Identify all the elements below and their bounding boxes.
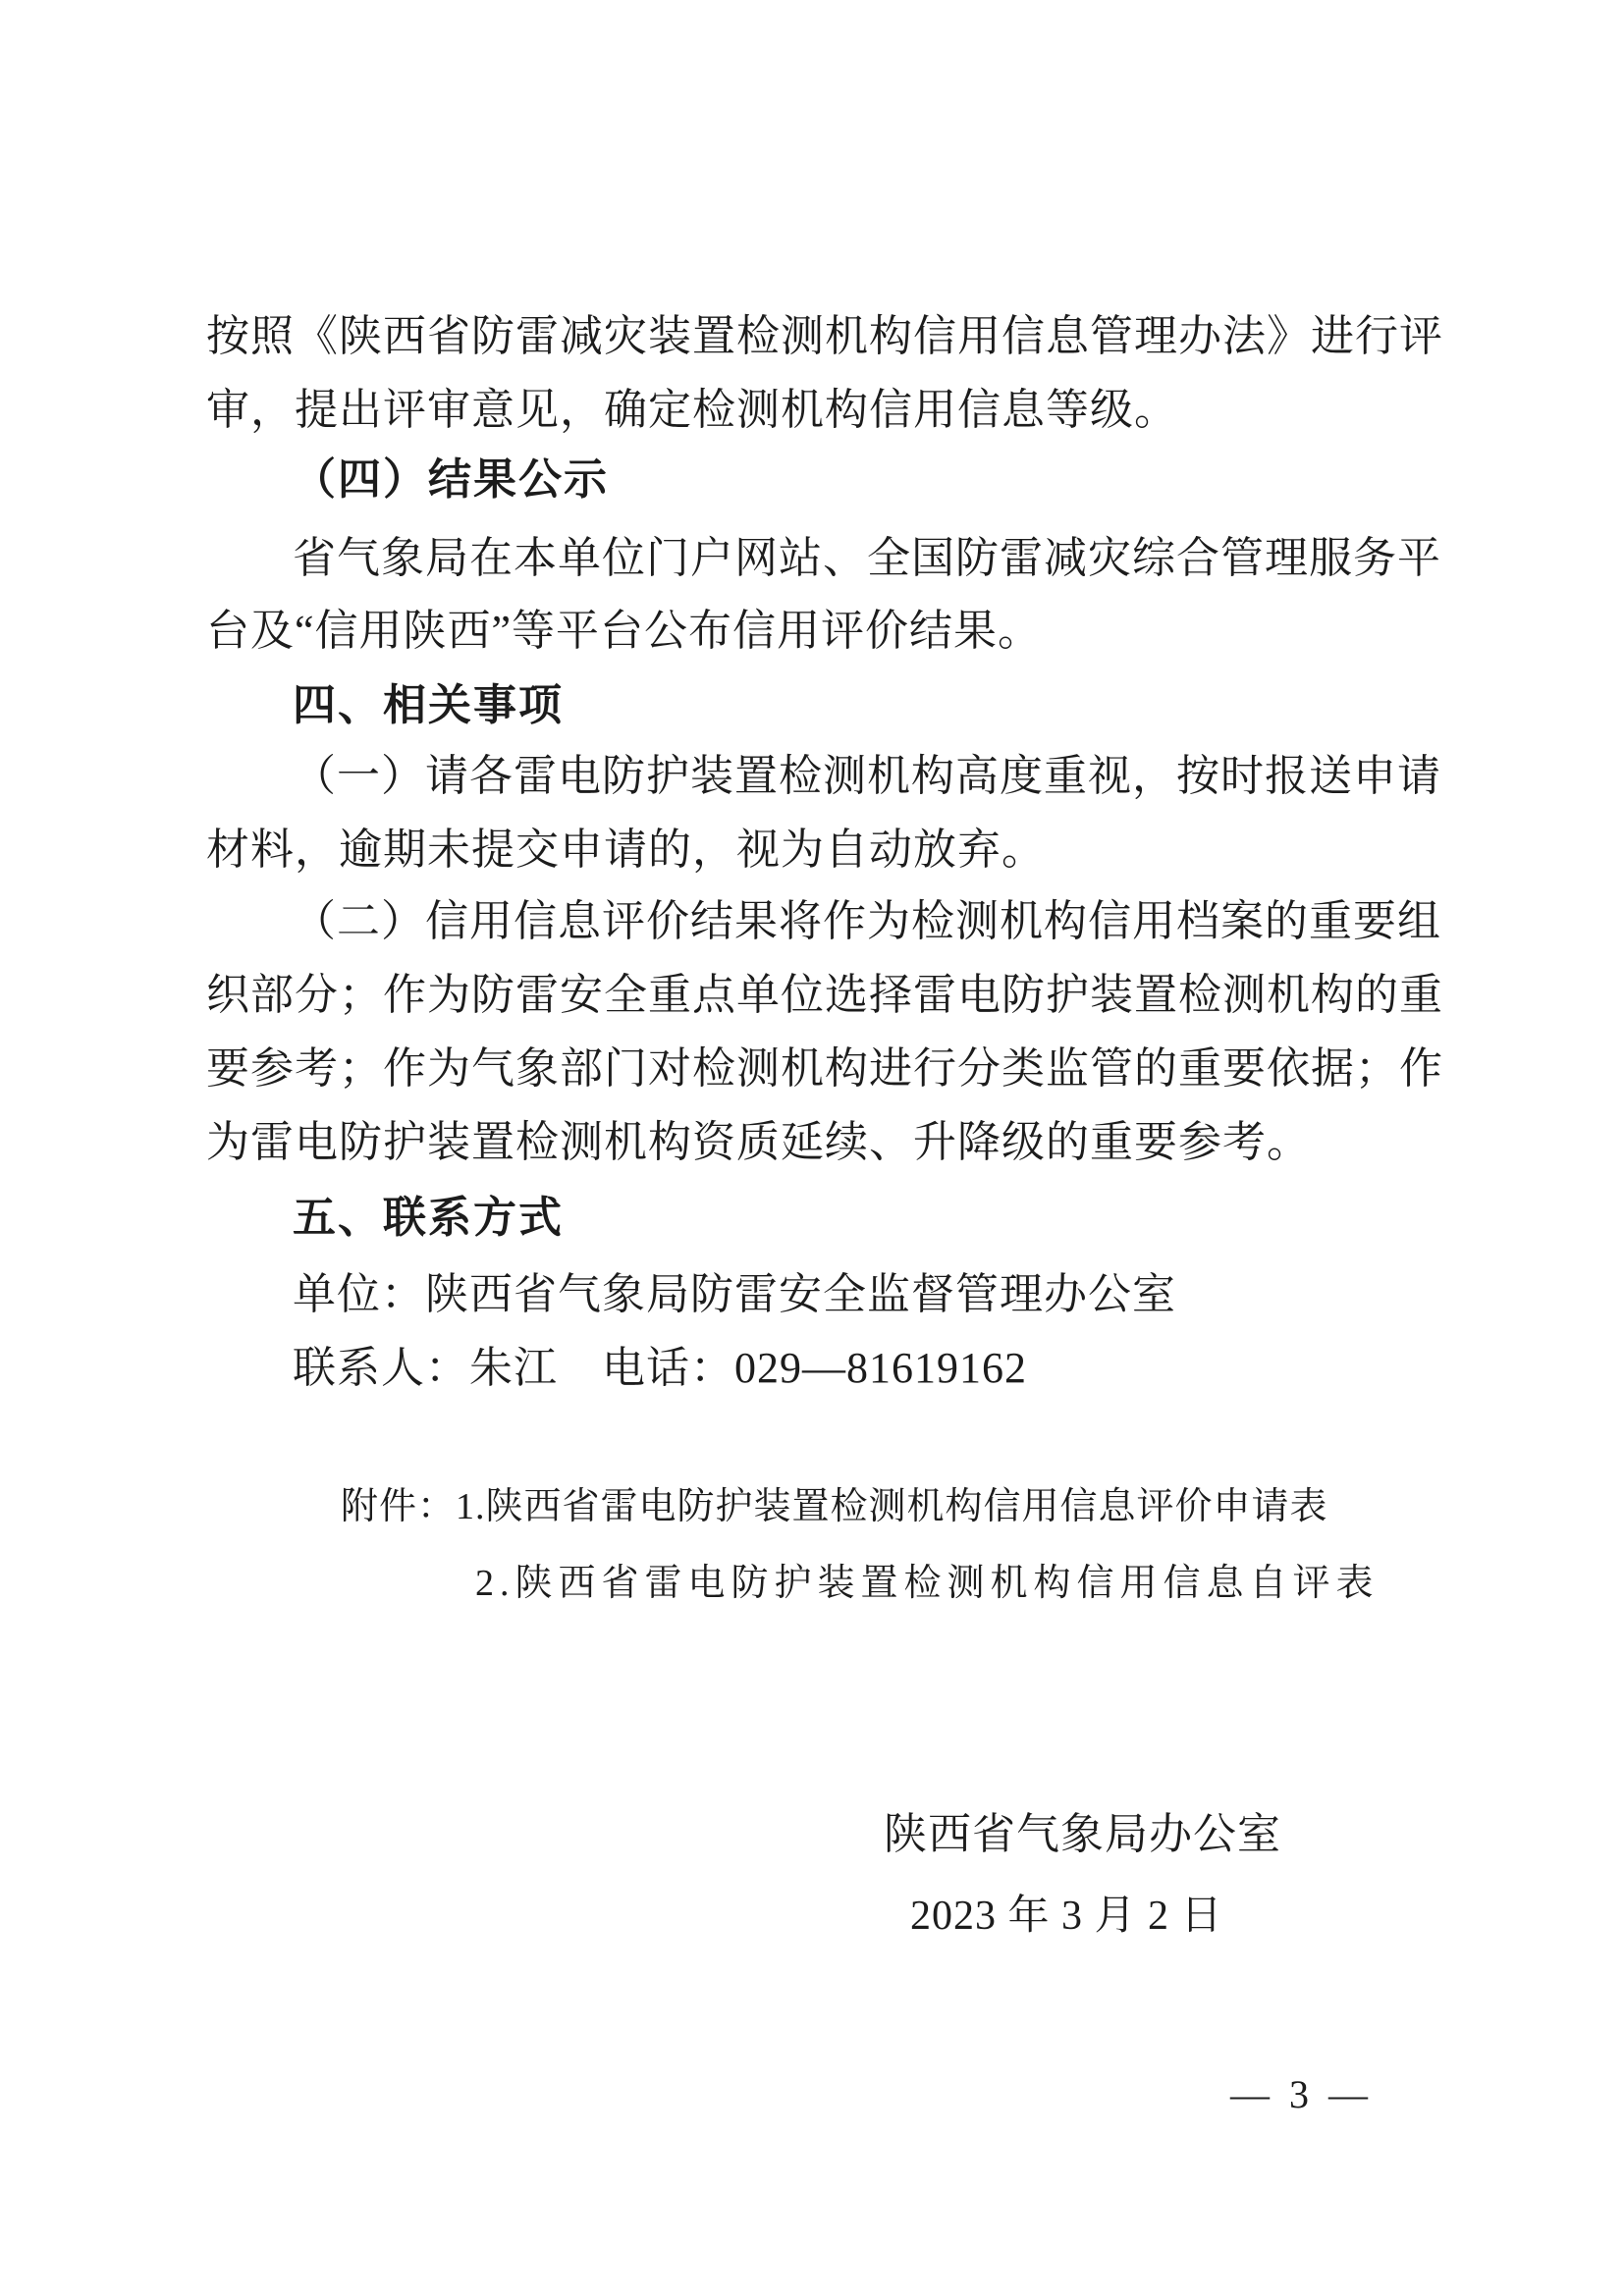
contact-unit-line: 单位：陕西省气象局防雷安全监督管理办公室 — [293, 1270, 1176, 1318]
attachment-line-2: 2.陕西省雷电防护装置检测机构信用信息自评表 — [475, 1563, 1380, 1604]
paragraph-item2-line-4: 为雷电防护装置检测机构资质延续、升降级的重要参考。 — [206, 1118, 1311, 1166]
paragraph-result-line-1: 省气象局在本单位门户网站、全国防雷减灾综合管理服务平 — [293, 534, 1441, 582]
page-number: — 3 — — [1230, 2072, 1373, 2116]
heading-contact-info: 五、联系方式 — [293, 1194, 564, 1242]
contact-person-line: 联系人：朱江 电话：029—81619162 — [293, 1344, 1027, 1392]
body-line-carryover-1: 按照《陕西省防雷减灾装置检测机构信用信息管理办法》进行评 — [206, 312, 1443, 360]
paragraph-item2-line-2: 织部分；作为防雷安全重点单位选择雷电防护装置检测机构的重 — [206, 971, 1443, 1019]
signature-organization: 陕西省气象局办公室 — [884, 1810, 1281, 1858]
paragraph-item1-line-2: 材料，逾期未提交申请的，视为自动放弃。 — [206, 826, 1046, 874]
paragraph-item1-line-1: （一）请各雷电防护装置检测机构高度重视，按时报送申请 — [293, 752, 1441, 800]
signature-date: 2023 年 3 月 2 日 — [910, 1894, 1223, 1939]
attachment-line-1: 附件：1.陕西省雷电防护装置检测机构信用信息评价申请表 — [341, 1486, 1328, 1527]
body-line-carryover-2: 审，提出评审意见，确定检测机构信用信息等级。 — [206, 386, 1178, 434]
paragraph-result-line-2: 台及“信用陕西”等平台公布信用评价结果。 — [206, 607, 1043, 655]
heading-related-matters: 四、相关事项 — [293, 681, 564, 729]
paragraph-item2-line-1: （二）信用信息评价结果将作为检测机构信用档案的重要组 — [293, 897, 1441, 945]
heading-result-publicity: （四）结果公示 — [293, 455, 609, 504]
paragraph-item2-line-3: 要参考；作为气象部门对检测机构进行分类监管的重要依据；作 — [206, 1044, 1443, 1093]
